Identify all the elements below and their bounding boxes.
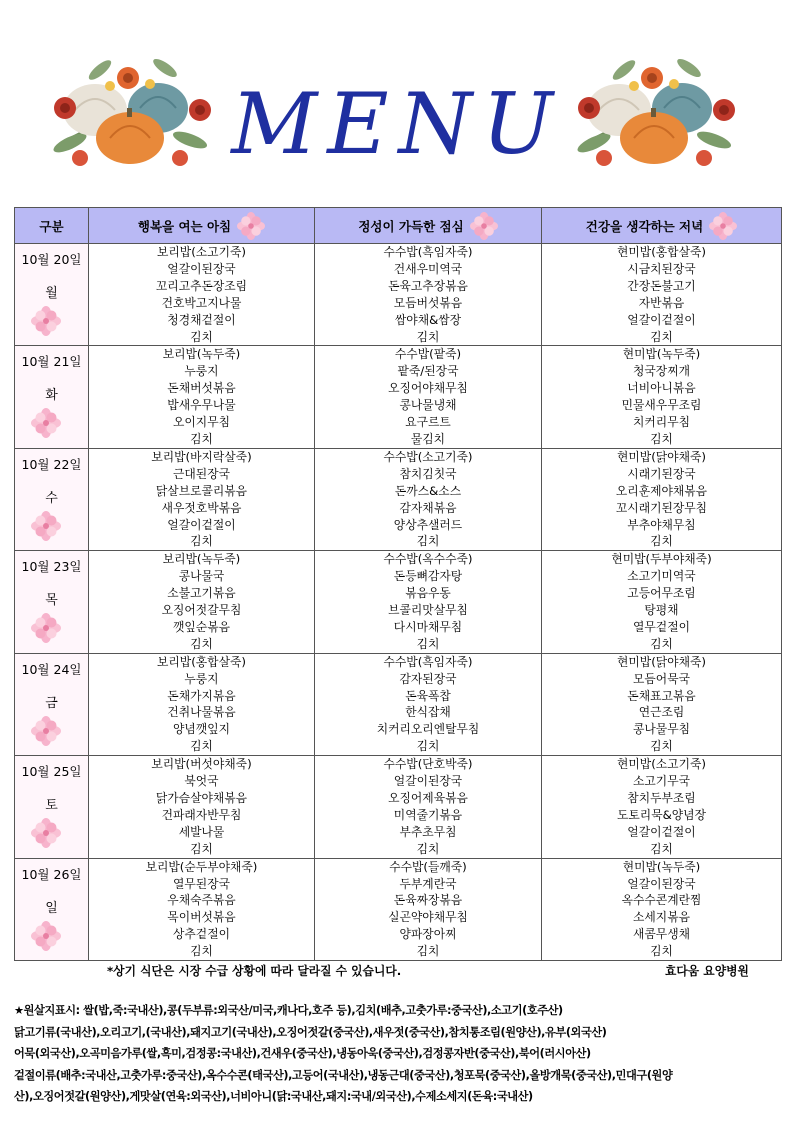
- menu-table: [14, 207, 782, 961]
- menu-item: 김치: [416, 739, 440, 754]
- menu-item: 현미밥(닭야채죽): [617, 449, 706, 464]
- lunch-cell: [315, 756, 542, 858]
- menu-item: 김치: [650, 636, 673, 651]
- menu-item: 현미밥(닭야채죽): [617, 654, 706, 669]
- day-weekday: 수: [45, 490, 58, 506]
- menu-item: 너비아니볶음: [627, 381, 696, 396]
- menu-item: 새우젓호박볶음: [161, 500, 242, 515]
- menu-item: 치커리무침: [633, 415, 690, 430]
- menu-item: 소불고기볶음: [167, 586, 236, 601]
- menu-item: 김치: [650, 944, 673, 959]
- menu-item: 실곤약야채무침: [388, 910, 468, 925]
- menu-item: 근대된장국: [173, 466, 230, 481]
- menu-item: 꼬시래기된장무침: [615, 500, 708, 515]
- menu-header-row: [15, 208, 782, 244]
- menu-item: 감자채볶음: [399, 500, 457, 515]
- menu-item: 현미밥(소고기죽): [617, 757, 706, 772]
- origin-line: 산),오징어젓갈(원양산),게맛살(연육:외국산),너비아니(닭:국내산,돼지:국내/외국산),수제소세지(돈육:국내산): [14, 1090, 533, 1103]
- menu-item: 쌈야채&쌈장: [394, 312, 462, 327]
- menu-item: 참치김칫국: [399, 466, 457, 481]
- menu-item: 꼬리고추돈장조림: [155, 278, 248, 293]
- menu-item: 보리밥(홍합살죽): [157, 654, 246, 669]
- menu-item: 밥새우무나물: [167, 398, 236, 413]
- menu-item: 보리밥(녹두죽): [162, 552, 241, 567]
- menu-day-row: [15, 858, 782, 960]
- menu-item: 소세지볶음: [633, 910, 690, 925]
- hospital-name: 효다움 요양병원: [665, 964, 749, 978]
- day-cell: [15, 858, 89, 960]
- day-date: 10월 26일: [21, 866, 82, 882]
- day-cell: [15, 756, 89, 858]
- origin-line: 겉절이류(배추:국내산,고춧가루:중국산),옥수수콘(태국산),고등어(국내산),냉동근대(중국산),청포묵(중국산),올방개묵(중국산),민대구(원양: [14, 1068, 673, 1082]
- menu-item: 시래기된장국: [627, 466, 696, 481]
- menu-item: 현미밥(홍합살죽): [617, 245, 706, 259]
- flower-icon: [31, 613, 61, 643]
- header-lunch: 정성이 가득한 점심: [315, 208, 542, 244]
- menu-item: 요구르트: [405, 415, 451, 430]
- menu-item: 부추야채무침: [627, 517, 696, 532]
- dinner-cell: [542, 244, 782, 346]
- menu-item: 양상추샐러드: [393, 517, 463, 532]
- menu-item: 건파래자반무침: [161, 807, 242, 822]
- dinner-cell: [542, 448, 782, 550]
- menu-item: 북엇국: [184, 774, 219, 789]
- menu-item: 오이지무침: [173, 415, 230, 430]
- menu-item: 김치: [650, 534, 673, 549]
- menu-item: 건취나물볶음: [167, 705, 236, 720]
- flower-icon: [31, 306, 61, 336]
- menu-item: 수수밥(소고기죽): [383, 449, 473, 464]
- dinner-cell: [542, 653, 782, 755]
- flower-icon: [31, 716, 61, 746]
- menu-item: 청국장찌개: [633, 364, 690, 379]
- day-cell: [15, 346, 89, 448]
- menu-item: 옥수수콘계란찜: [621, 893, 702, 908]
- menu-day-row: [15, 244, 782, 346]
- menu-item: 김치: [190, 431, 213, 446]
- lunch-cell: [315, 244, 542, 346]
- menu-item: 부추초무침: [399, 824, 457, 839]
- origin-line: 닭고기류(국내산),오리고기,(국내산),돼지고기(국내산),오징어젓갈(중국산),새우젓(중국산),참치통조림(원양산),유부(외국산): [14, 1025, 607, 1039]
- menu-item: 김치: [416, 944, 440, 959]
- menu-item: 오리훈제야채볶음: [615, 483, 708, 498]
- menu-item: 돈육고추장볶음: [388, 278, 468, 293]
- menu-item: 김치: [190, 534, 213, 549]
- day-cell: [15, 653, 89, 755]
- day-cell: [15, 244, 89, 346]
- menu-day-row: [15, 551, 782, 653]
- menu-item: 김치: [416, 534, 440, 549]
- menu-item: 브콜리맛살무침: [388, 603, 468, 618]
- dinner-cell: [542, 346, 782, 448]
- lunch-cell: [315, 448, 542, 550]
- menu-item: 수수밥(단호박죽): [383, 757, 473, 772]
- menu-item: 다시마채무침: [393, 619, 463, 634]
- menu-item: 도토리묵&양념장: [617, 807, 706, 822]
- dinner-cell: [542, 551, 782, 653]
- menu-item: 감자된장국: [399, 671, 457, 686]
- breakfast-cell: [89, 551, 315, 653]
- menu-item: 돈육짜장볶음: [393, 893, 463, 908]
- menu-item: 김치: [650, 329, 673, 344]
- menu-item: 청경채겉절이: [167, 312, 236, 327]
- menu-item: 김치: [190, 636, 213, 651]
- menu-item: 상추겉절이: [173, 927, 230, 942]
- lunch-cell: [315, 653, 542, 755]
- menu-item: 탕평채: [644, 603, 679, 618]
- menu-item: 콩나물무침: [633, 722, 690, 737]
- menu-item: 얼갈이겉절이: [627, 312, 696, 327]
- day-date: 10월 21일: [21, 354, 82, 370]
- lunch-cell: [315, 551, 542, 653]
- day-date: 10월 25일: [21, 764, 82, 780]
- menu-item: 소고기무국: [633, 774, 690, 789]
- menu-item: 건새우미역국: [393, 261, 463, 276]
- origin-line: 어묵(외국산),오곡미음가루(쌀,흑미,검정콩:국내산),건새우(중국산),냉동아욱(중국산),검정콩자반(중국산),북어(러시아산): [14, 1047, 591, 1060]
- menu-item: 돈채표고볶음: [627, 688, 696, 703]
- flower-icon: [470, 212, 498, 240]
- menu-item: 닭살브로콜리볶음: [155, 483, 248, 498]
- header-day: 구분: [15, 208, 89, 244]
- day-date: 10월 22일: [21, 456, 82, 472]
- lunch-cell: [315, 346, 542, 448]
- menu-item: 양념깻잎지: [173, 722, 230, 737]
- day-weekday: 금: [45, 695, 58, 711]
- menu-item: 깻잎순볶음: [173, 619, 230, 634]
- menu-item: 시금치된장국: [627, 261, 696, 276]
- menu-item: 모듬버섯볶음: [393, 295, 463, 310]
- menu-item: 김치: [416, 329, 440, 344]
- menu-item: 얼갈이겉절이: [627, 824, 696, 839]
- menu-item: 열무겉절이: [633, 619, 690, 634]
- menu-item: 우채숙주볶음: [167, 893, 236, 908]
- menu-item: 누룽지: [184, 364, 219, 379]
- header-dinner: 건강을 생각하는 저녁: [542, 208, 782, 244]
- flower-icon: [237, 212, 265, 240]
- menu-item: 참치두부조림: [627, 791, 696, 805]
- menu-day-row: [15, 448, 782, 550]
- menu-item: 오징어젓갈무침: [161, 603, 242, 618]
- breakfast-cell: [89, 858, 315, 960]
- notice-text: *상기 식단은 시장 수급 상황에 따라 달라질 수 있습니다.: [107, 964, 402, 978]
- menu-day-row: [15, 653, 782, 755]
- menu-item: 미역줄기볶음: [393, 807, 463, 822]
- flower-icon: [31, 921, 61, 951]
- flower-icon: [709, 212, 737, 240]
- menu-item: 오징어야채무침: [388, 381, 468, 396]
- menu-item: 두부계란국: [399, 876, 457, 891]
- origin-line: ★원살지표시: 쌀(밥,죽:국내산),콩(두부류:외국산/미국,캐나다,호주 등),김치(배추,고춧가루:중국산),소고기(호주산): [14, 1004, 563, 1017]
- day-weekday: 토: [45, 798, 58, 814]
- menu-item: 양파장아찌: [399, 927, 457, 942]
- day-weekday: 화: [45, 388, 58, 404]
- origin-notice: [14, 1000, 780, 1108]
- menu-item: 현미밥(녹두죽): [622, 347, 701, 362]
- breakfast-cell: [89, 653, 315, 755]
- menu-item: 보리밥(버섯야채죽): [151, 757, 252, 772]
- menu-item: 김치: [650, 841, 673, 856]
- day-weekday: 일: [45, 900, 58, 916]
- flower-icon: [31, 818, 61, 848]
- menu-item: 간장돈불고기: [627, 278, 696, 293]
- menu-item: 수수밥(흑임자죽): [383, 654, 473, 669]
- menu-item: 현미밥(두부야채죽): [611, 552, 712, 567]
- menu-item: 현미밥(녹두죽): [622, 859, 701, 874]
- menu-item: 수수밥(흑임자죽): [383, 245, 473, 259]
- day-weekday: 월: [45, 286, 58, 301]
- breakfast-cell: [89, 756, 315, 858]
- menu-item: 새콤무생채: [633, 927, 690, 942]
- day-weekday: 목: [45, 593, 58, 609]
- menu-item: 팥죽/된장국: [397, 364, 459, 379]
- menu-item: 콩나물냉채: [399, 398, 457, 413]
- menu-day-row: [15, 346, 782, 448]
- menu-item: 건호박고지나물: [161, 295, 242, 310]
- menu-item: 민물새우무조림: [621, 398, 702, 413]
- menu-item: 보리밥(소고기죽): [157, 245, 246, 259]
- menu-item: 돈까스&소스: [394, 483, 462, 498]
- menu-item: 볶음우동: [405, 586, 451, 601]
- menu-item: 물김치: [410, 431, 446, 446]
- menu-item: 보리밥(순두부야채죽): [145, 859, 258, 874]
- menu-item: 열무된장국: [173, 876, 230, 891]
- menu-item: 고등어무조림: [627, 586, 696, 601]
- page-title: MENU: [231, 75, 563, 173]
- menu-item: 김치: [190, 739, 213, 754]
- menu-item: 누룽지: [184, 671, 219, 686]
- breakfast-cell: [89, 244, 315, 346]
- menu-item: 목이버섯볶음: [167, 910, 236, 925]
- menu-item: 김치: [190, 329, 213, 344]
- menu-item: 보리밥(바지락살죽): [151, 449, 252, 464]
- menu-item: 연근조림: [638, 705, 685, 720]
- breakfast-cell: [89, 448, 315, 550]
- menu-item: 수수밥(옥수수죽): [383, 552, 473, 567]
- menu-item: 김치: [650, 739, 673, 754]
- menu-day-row: [15, 756, 782, 858]
- menu-item: 한식잡채: [405, 705, 451, 720]
- day-date: 10월 20일: [21, 252, 82, 267]
- menu-item: 김치: [650, 431, 673, 446]
- menu-item: 세발나물: [178, 824, 225, 839]
- day-cell: [15, 448, 89, 550]
- menu-item: 오징어제육볶음: [388, 791, 468, 805]
- day-cell: [15, 551, 89, 653]
- menu-item: 김치: [416, 841, 440, 856]
- menu-item: 수수밥(들깨죽): [389, 859, 467, 874]
- menu-item: 김치: [190, 944, 213, 959]
- menu-item: 얼갈이된장국: [393, 774, 463, 789]
- menu-item: 돈채가지볶음: [167, 688, 236, 703]
- dinner-cell: [542, 756, 782, 858]
- flower-icon: [31, 408, 61, 438]
- header-breakfast: 행복을 여는 아침: [89, 208, 315, 244]
- day-date: 10월 23일: [21, 559, 82, 575]
- menu-item: 김치: [190, 841, 213, 856]
- menu-item: 돈등뼈감자탕: [393, 569, 463, 584]
- dinner-cell: [542, 858, 782, 960]
- breakfast-cell: [89, 346, 315, 448]
- menu-item: 치커리오리엔탈무침: [376, 722, 480, 737]
- menu-item: 보리밥(녹두죽): [162, 347, 241, 362]
- menu-item: 돈육폭찹: [405, 688, 451, 703]
- menu-item: 소고기미역국: [627, 569, 696, 584]
- menu-item: 모듬어묵국: [633, 671, 690, 686]
- menu-item: 자반볶음: [638, 295, 685, 310]
- menu-item: 얼갈이된장국: [167, 261, 236, 276]
- menu-item: 돈채버섯볶음: [167, 381, 236, 396]
- menu-item: 김치: [416, 636, 440, 651]
- day-date: 10월 24일: [21, 661, 82, 677]
- lunch-cell: [315, 858, 542, 960]
- menu-item: 수수밥(팥죽): [394, 347, 462, 362]
- menu-item: 닭가슴살야채볶음: [155, 791, 248, 805]
- menu-item: 얼갈이된장국: [627, 876, 696, 891]
- menu-item: 얼갈이겉절이: [167, 517, 236, 532]
- flower-icon: [31, 511, 61, 541]
- menu-item: 콩나물국: [178, 569, 225, 584]
